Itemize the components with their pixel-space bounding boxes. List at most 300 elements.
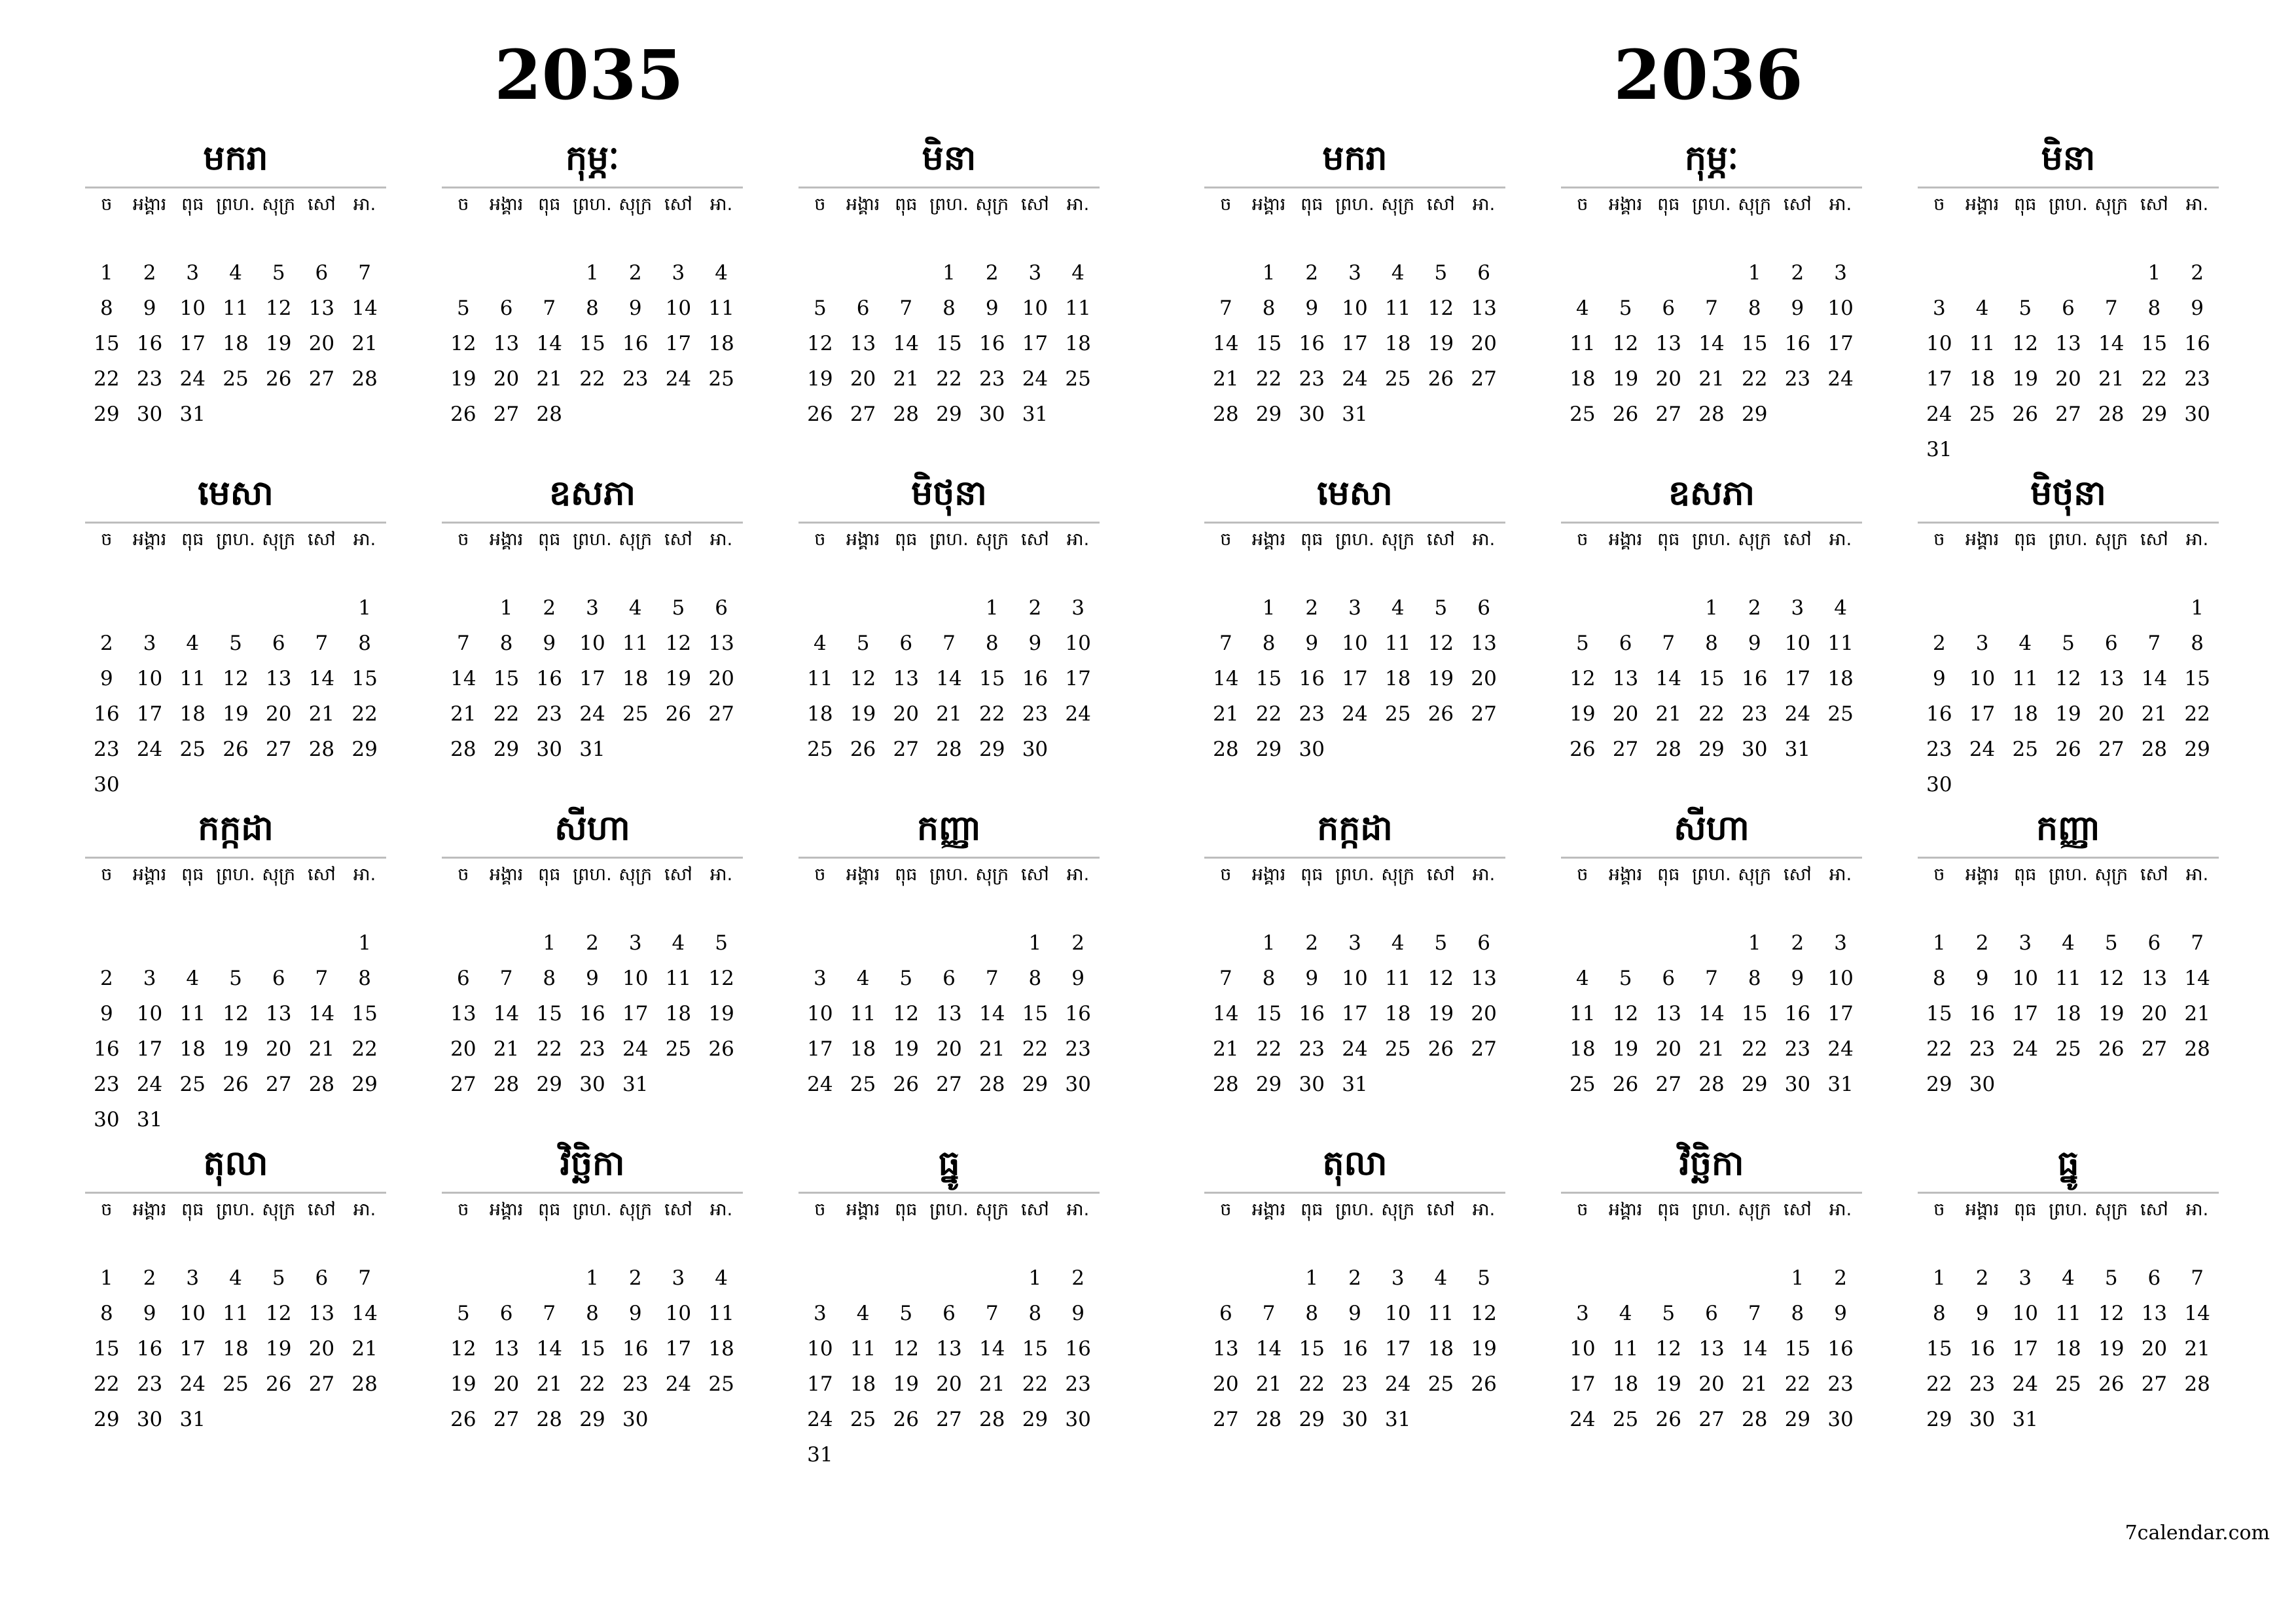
- day-cell: 30: [1827, 1408, 1854, 1431]
- day-cell: 23: [978, 367, 1005, 391]
- day-cell: 24: [1784, 702, 1811, 726]
- weekday-label: សុក្រ: [619, 529, 653, 550]
- day-cell: 26: [850, 738, 876, 761]
- weekday-label: សៅ: [1020, 865, 1049, 885]
- day-cell: 10: [1065, 632, 1091, 655]
- day-cell: 6: [2147, 1266, 2161, 1290]
- month-block: [1204, 804, 1505, 1102]
- day-cell: 24: [579, 702, 605, 726]
- day-cell: 20: [1612, 702, 1639, 726]
- day-cell: 28: [450, 738, 476, 761]
- weekday-header: [442, 857, 743, 925]
- day-cell: 19: [1427, 1002, 1454, 1026]
- day-cell: 29: [351, 1073, 378, 1096]
- weekday-label: អង្គារ: [489, 194, 524, 215]
- day-cell: 3: [1791, 596, 1804, 620]
- empty-cell: [528, 255, 571, 291]
- day-cell: 14: [1698, 1002, 1725, 1026]
- day-cell: 30: [1065, 1073, 1091, 1096]
- day-cell: 31: [1342, 402, 1368, 426]
- empty-cell: [1961, 590, 2004, 626]
- day-cell: 11: [850, 1002, 876, 1026]
- day-cell: 22: [94, 1372, 120, 1396]
- weekday-header: [1561, 1192, 1862, 1260]
- day-cell: 5: [2104, 1266, 2118, 1290]
- empty-cell: [2047, 255, 2090, 291]
- day-cell: 30: [536, 738, 562, 761]
- day-cell: 9: [1348, 1302, 1361, 1325]
- weekday-label: ព្រហ.: [929, 529, 969, 550]
- day-cell: 23: [622, 1372, 649, 1396]
- day-cell: 9: [2191, 296, 2204, 320]
- day-cell: 1: [99, 1266, 113, 1290]
- day-cell: 11: [807, 667, 833, 690]
- empty-cell: [85, 925, 128, 961]
- day-cell: 2: [543, 596, 556, 620]
- empty-cell: [485, 1260, 528, 1296]
- day-cell: 30: [94, 1108, 120, 1132]
- day-cell: 18: [1827, 667, 1854, 690]
- day-cell: 12: [1570, 667, 1596, 690]
- day-cell: 20: [708, 667, 734, 690]
- weekday-label: សៅ: [1426, 194, 1455, 215]
- day-cell: 23: [1969, 1037, 1996, 1061]
- day-cell: 21: [2184, 1337, 2210, 1361]
- day-cell: 25: [1065, 367, 1091, 391]
- day-cell: 26: [2098, 1037, 2125, 1061]
- day-cell: 20: [893, 702, 919, 726]
- day-cell: 9: [543, 632, 556, 655]
- day-cell: 28: [1698, 1073, 1725, 1096]
- day-cell: 3: [813, 1302, 827, 1325]
- day-cell: 23: [1022, 702, 1049, 726]
- day-cell: 10: [665, 1302, 692, 1325]
- empty-cell: [1690, 925, 1733, 961]
- month-block: [442, 804, 743, 1102]
- day-cell: 12: [807, 332, 833, 355]
- day-cell: 8: [1748, 967, 1761, 990]
- day-cell: 3: [1348, 596, 1361, 620]
- day-cell: 18: [850, 1372, 876, 1396]
- weekday-label: សុក្រ: [1738, 194, 1772, 215]
- day-cell: 31: [1926, 438, 1952, 461]
- empty-cell: [884, 590, 927, 626]
- day-cell: 29: [1926, 1408, 1952, 1431]
- day-cell: 23: [622, 367, 649, 391]
- weekday-header: [1204, 857, 1505, 925]
- empty-cell: [128, 590, 171, 626]
- weekday-label: សុក្រ: [619, 865, 653, 885]
- day-cell: 11: [2012, 667, 2038, 690]
- day-cell: 4: [1391, 261, 1405, 285]
- days-grid: [798, 255, 1100, 432]
- days-grid: [1204, 1260, 1505, 1437]
- weekday-header: [1561, 187, 1862, 255]
- day-cell: 7: [499, 967, 513, 990]
- day-cell: 27: [850, 402, 876, 426]
- day-cell: 16: [622, 332, 649, 355]
- day-cell: 18: [1427, 1337, 1454, 1361]
- day-cell: 5: [899, 1302, 913, 1325]
- day-cell: 12: [1427, 296, 1454, 320]
- day-cell: 8: [2191, 632, 2204, 655]
- day-cell: 26: [223, 1073, 249, 1096]
- weekday-label: សុក្រ: [619, 1200, 653, 1220]
- day-cell: 15: [2141, 332, 2168, 355]
- day-cell: 3: [1348, 261, 1361, 285]
- day-cell: 22: [936, 367, 962, 391]
- weekday-label: ពុធ: [1300, 1200, 1323, 1220]
- day-cell: 30: [622, 1408, 649, 1431]
- empty-cell: [528, 1260, 571, 1296]
- month-title: មករា: [203, 139, 268, 178]
- day-cell: 13: [265, 667, 292, 690]
- weekday-label: អា.: [709, 194, 733, 215]
- day-cell: 31: [1384, 1408, 1411, 1431]
- day-cell: 7: [2104, 296, 2118, 320]
- day-cell: 27: [936, 1408, 962, 1431]
- days-grid: [798, 590, 1100, 767]
- day-cell: 8: [543, 967, 556, 990]
- days-grid: [1204, 925, 1505, 1102]
- day-cell: 18: [622, 667, 649, 690]
- day-cell: 10: [1784, 632, 1811, 655]
- day-cell: 24: [1022, 367, 1049, 391]
- month-title: កក្កដា: [1317, 809, 1393, 848]
- day-cell: 5: [1575, 632, 1589, 655]
- day-cell: 20: [2141, 1002, 2168, 1026]
- day-cell: 7: [2191, 1266, 2204, 1290]
- day-cell: 16: [1741, 667, 1768, 690]
- month-title: មិនា: [2041, 139, 2096, 178]
- day-cell: 11: [850, 1337, 876, 1361]
- day-cell: 17: [2012, 1337, 2038, 1361]
- empty-cell: [971, 925, 1014, 961]
- weekday-label: ព្រហ.: [573, 194, 612, 215]
- weekday-label: អង្គារ: [1251, 865, 1286, 885]
- weekday-label: សុក្រ: [262, 1200, 296, 1220]
- day-cell: 24: [1570, 1408, 1596, 1431]
- day-cell: 29: [1741, 1073, 1768, 1096]
- day-cell: 19: [450, 367, 476, 391]
- day-cell: 2: [1305, 931, 1319, 955]
- day-cell: 20: [265, 702, 292, 726]
- empty-cell: [442, 1260, 485, 1296]
- day-cell: 3: [1028, 261, 1042, 285]
- day-cell: 19: [2055, 702, 2081, 726]
- days-grid: [798, 925, 1100, 1102]
- day-cell: 10: [2012, 967, 2038, 990]
- day-cell: 12: [1655, 1337, 1681, 1361]
- weekday-label: ពុធ: [538, 194, 561, 215]
- day-cell: 6: [499, 1302, 513, 1325]
- month-title: មករា: [1322, 139, 1388, 178]
- day-cell: 23: [1065, 1037, 1091, 1061]
- weekday-label: អា.: [1829, 194, 1852, 215]
- empty-cell: [442, 925, 485, 961]
- day-cell: 28: [2098, 402, 2125, 426]
- weekday-label: ច: [1577, 1200, 1588, 1220]
- weekday-label: ច: [1220, 1200, 1232, 1220]
- day-cell: 22: [579, 367, 605, 391]
- weekday-label: សុក្រ: [1381, 865, 1415, 885]
- day-cell: 27: [1655, 1073, 1681, 1096]
- day-cell: 21: [1655, 702, 1681, 726]
- day-cell: 24: [2012, 1037, 2038, 1061]
- day-cell: 26: [2098, 1372, 2125, 1396]
- empty-cell: [1604, 925, 1647, 961]
- day-cell: 24: [665, 1372, 692, 1396]
- weekday-label: ច: [457, 1200, 469, 1220]
- day-cell: 30: [1969, 1073, 1996, 1096]
- day-cell: 29: [1022, 1073, 1049, 1096]
- days-grid: [442, 590, 743, 767]
- day-cell: 9: [985, 296, 999, 320]
- weekday-label: ពុធ: [1657, 194, 1680, 215]
- empty-cell: [842, 590, 885, 626]
- day-cell: 26: [1427, 702, 1454, 726]
- day-cell: 23: [1827, 1372, 1854, 1396]
- day-cell: 12: [1612, 1002, 1639, 1026]
- day-cell: 1: [2147, 261, 2161, 285]
- day-cell: 29: [493, 738, 520, 761]
- day-cell: 31: [1827, 1073, 1854, 1096]
- weekday-label: ពុធ: [2014, 529, 2037, 550]
- day-cell: 4: [1391, 596, 1405, 620]
- weekday-label: សុក្រ: [1738, 529, 1772, 550]
- empty-cell: [1647, 255, 1690, 291]
- day-cell: 15: [1784, 1337, 1811, 1361]
- day-cell: 27: [2141, 1037, 2168, 1061]
- day-cell: 31: [179, 1408, 206, 1431]
- day-cell: 17: [579, 667, 605, 690]
- day-cell: 2: [628, 1266, 642, 1290]
- day-cell: 22: [2184, 702, 2210, 726]
- empty-cell: [300, 925, 344, 961]
- day-cell: 14: [1213, 1002, 1239, 1026]
- day-cell: 11: [622, 632, 649, 655]
- day-cell: 26: [450, 402, 476, 426]
- weekday-label: អា.: [1066, 1200, 1090, 1220]
- empty-cell: [2133, 590, 2176, 626]
- empty-cell: [798, 590, 842, 626]
- day-cell: 30: [1299, 1073, 1325, 1096]
- day-cell: 2: [1071, 1266, 1085, 1290]
- month-block: [442, 469, 743, 767]
- day-cell: 17: [1342, 1002, 1368, 1026]
- day-cell: 3: [186, 261, 200, 285]
- month-block: [1918, 804, 2219, 1102]
- day-cell: 27: [1213, 1408, 1239, 1431]
- day-cell: 13: [936, 1337, 962, 1361]
- weekday-label: អង្គារ: [1608, 194, 1643, 215]
- day-cell: 8: [586, 1302, 599, 1325]
- day-cell: 26: [807, 402, 833, 426]
- day-cell: 15: [94, 1337, 120, 1361]
- weekday-header: [1204, 522, 1505, 590]
- weekday-header: [442, 522, 743, 590]
- weekday-label: អា.: [1829, 1200, 1852, 1220]
- day-cell: 25: [1827, 702, 1854, 726]
- day-cell: 15: [1022, 1002, 1049, 1026]
- day-cell: 18: [223, 1337, 249, 1361]
- day-cell: 5: [1434, 261, 1448, 285]
- day-cell: 19: [1570, 702, 1596, 726]
- day-cell: 13: [850, 332, 876, 355]
- day-cell: 28: [893, 402, 919, 426]
- day-cell: 16: [1969, 1337, 1996, 1361]
- day-cell: 26: [893, 1408, 919, 1431]
- weekday-label: អា.: [353, 529, 376, 550]
- day-cell: 4: [856, 1302, 870, 1325]
- day-cell: 21: [1255, 1372, 1282, 1396]
- day-cell: 7: [942, 632, 956, 655]
- day-cell: 18: [2055, 1002, 2081, 1026]
- day-cell: 9: [1071, 967, 1085, 990]
- day-cell: 20: [1471, 332, 1497, 355]
- weekday-label: ព្រហ.: [216, 194, 255, 215]
- day-cell: 9: [1975, 1302, 1989, 1325]
- day-cell: 4: [2018, 632, 2032, 655]
- day-cell: 23: [136, 1372, 163, 1396]
- weekday-label: សុក្រ: [2094, 1200, 2128, 1220]
- day-cell: 31: [579, 738, 605, 761]
- day-cell: 20: [2055, 367, 2081, 391]
- day-cell: 9: [143, 1302, 156, 1325]
- day-cell: 22: [1022, 1037, 1049, 1061]
- empty-cell: [927, 925, 971, 961]
- day-cell: 18: [1570, 367, 1596, 391]
- day-cell: 11: [1384, 967, 1411, 990]
- day-cell: 14: [2141, 667, 2168, 690]
- weekday-label: ពុធ: [538, 529, 561, 550]
- weekday-header: [1561, 522, 1862, 590]
- weekday-header: [85, 1192, 386, 1260]
- weekday-label: សៅ: [1783, 865, 1812, 885]
- weekday-label: អា.: [2185, 1200, 2209, 1220]
- day-cell: 30: [136, 1408, 163, 1431]
- day-cell: 24: [1342, 702, 1368, 726]
- day-cell: 5: [2104, 931, 2118, 955]
- day-cell: 16: [1969, 1002, 1996, 1026]
- day-cell: 2: [985, 261, 999, 285]
- day-cell: 5: [272, 1266, 285, 1290]
- day-cell: 18: [1384, 332, 1411, 355]
- day-cell: 26: [2055, 738, 2081, 761]
- day-cell: 21: [936, 702, 962, 726]
- day-cell: 8: [1305, 1302, 1319, 1325]
- weekday-label: ពុធ: [1300, 529, 1323, 550]
- weekday-label: ពុធ: [1300, 865, 1323, 885]
- day-cell: 9: [99, 667, 113, 690]
- weekday-label: សៅ: [1020, 1200, 1049, 1220]
- day-cell: 20: [1213, 1372, 1239, 1396]
- day-cell: 15: [1741, 332, 1768, 355]
- day-cell: 26: [1427, 1037, 1454, 1061]
- day-cell: 17: [665, 1337, 692, 1361]
- month-block: [1204, 469, 1505, 767]
- day-cell: 6: [315, 261, 329, 285]
- day-cell: 16: [579, 1002, 605, 1026]
- day-cell: 1: [358, 596, 371, 620]
- day-cell: 11: [1384, 296, 1411, 320]
- day-cell: 13: [936, 1002, 962, 1026]
- day-cell: 16: [94, 702, 120, 726]
- day-cell: 5: [672, 596, 685, 620]
- day-cell: 23: [1926, 738, 1952, 761]
- weekday-label: អង្គារ: [1965, 865, 2000, 885]
- day-cell: 20: [493, 367, 520, 391]
- day-cell: 6: [272, 632, 285, 655]
- day-cell: 22: [1926, 1037, 1952, 1061]
- weekday-label: អង្គារ: [846, 194, 880, 215]
- day-cell: 25: [665, 1037, 692, 1061]
- weekday-label: ព្រហ.: [1335, 1200, 1374, 1220]
- weekday-label: អា.: [1066, 194, 1090, 215]
- empty-cell: [300, 590, 344, 626]
- month-title: ធ្នូ: [938, 1144, 960, 1183]
- day-cell: 29: [1698, 738, 1725, 761]
- day-cell: 27: [450, 1073, 476, 1096]
- empty-cell: [1561, 925, 1604, 961]
- weekday-label: ព្រហ.: [1692, 194, 1731, 215]
- day-cell: 22: [1926, 1372, 1952, 1396]
- day-cell: 26: [665, 702, 692, 726]
- weekday-label: អា.: [353, 194, 376, 215]
- weekday-label: អា.: [1472, 194, 1496, 215]
- weekday-label: សុក្រ: [1381, 1200, 1415, 1220]
- day-cell: 18: [1612, 1372, 1639, 1396]
- day-cell: 15: [351, 667, 378, 690]
- day-cell: 2: [99, 967, 113, 990]
- day-cell: 27: [2141, 1372, 2168, 1396]
- day-cell: 1: [1262, 261, 1276, 285]
- empty-cell: [485, 925, 528, 961]
- day-cell: 20: [1471, 1002, 1497, 1026]
- day-cell: 22: [2141, 367, 2168, 391]
- weekday-label: អង្គារ: [1608, 1200, 1643, 1220]
- day-cell: 2: [1975, 931, 1989, 955]
- weekday-header: [1204, 187, 1505, 255]
- day-cell: 5: [229, 632, 242, 655]
- weekday-label: ព្រហ.: [1335, 529, 1374, 550]
- day-cell: 17: [1926, 367, 1952, 391]
- weekday-label: អា.: [1472, 1200, 1496, 1220]
- day-cell: 8: [1791, 1302, 1804, 1325]
- day-cell: 13: [265, 1002, 292, 1026]
- day-cell: 25: [1570, 1073, 1596, 1096]
- weekday-label: ពុធ: [2014, 1200, 2037, 1220]
- weekday-label: សៅ: [1783, 529, 1812, 550]
- day-cell: 1: [942, 261, 956, 285]
- month-block: [798, 134, 1100, 432]
- month-title: កក្កដា: [198, 809, 274, 848]
- day-cell: 21: [2098, 367, 2125, 391]
- day-cell: 27: [308, 367, 335, 391]
- day-cell: 28: [308, 1073, 335, 1096]
- day-cell: 9: [628, 1302, 642, 1325]
- weekday-label: ច: [101, 1200, 113, 1220]
- day-cell: 10: [622, 967, 649, 990]
- day-cell: 12: [223, 1002, 249, 1026]
- day-cell: 1: [1305, 1266, 1319, 1290]
- day-cell: 8: [499, 632, 513, 655]
- day-cell: 2: [1305, 261, 1319, 285]
- weekday-label: ច: [814, 1200, 826, 1220]
- weekday-label: អង្គារ: [1965, 529, 2000, 550]
- day-cell: 15: [1299, 1337, 1325, 1361]
- day-cell: 7: [358, 1266, 371, 1290]
